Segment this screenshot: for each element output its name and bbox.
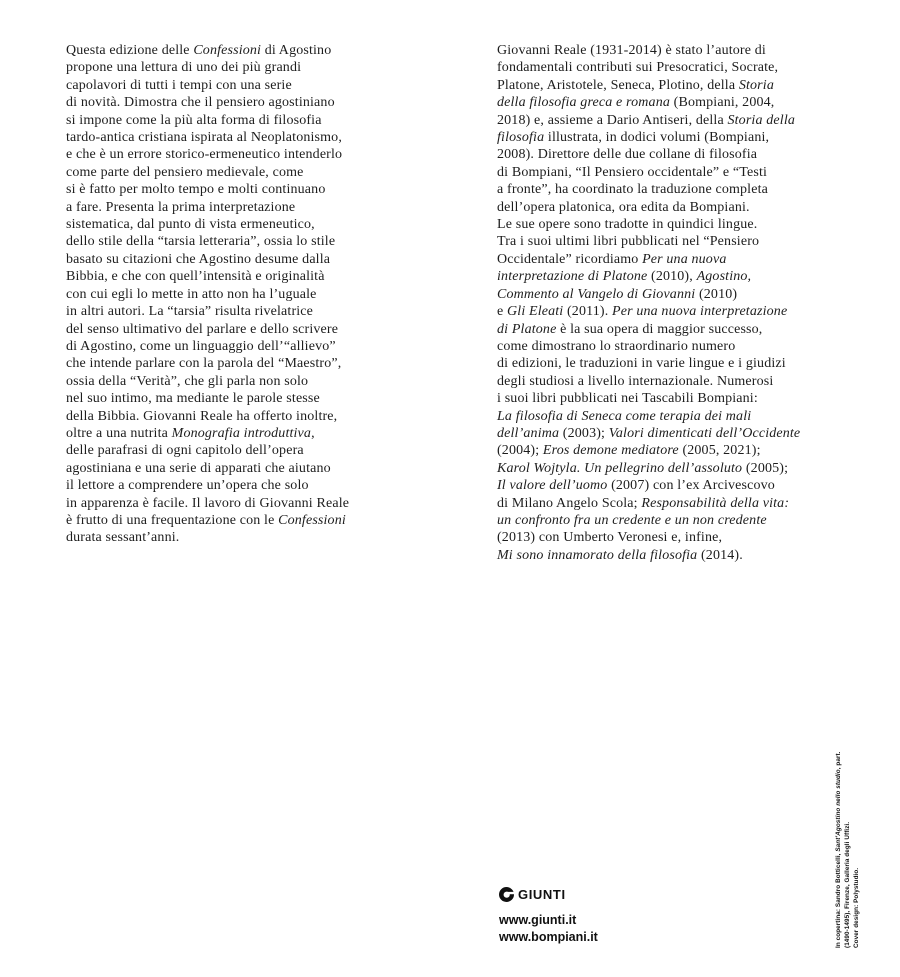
publisher-block	[499, 886, 598, 945]
text-line: come parte del pensiero medievale, come	[66, 164, 304, 180]
text-line: un confronto fra un credente e un non credente	[497, 512, 767, 528]
text-line: di Milano Angelo Scola; Responsabilità della vita:	[497, 495, 790, 511]
text-line: Platone, Aristotele, Seneca, Plotino, della Storia	[497, 77, 774, 93]
text-line: sistematica, dal punto di vista ermeneutico,	[66, 217, 315, 233]
text-line: ossia della “Verità”, che gli parla non solo	[66, 373, 309, 389]
text-line: Bibbia, e che con quell’intensità e originalità	[66, 269, 325, 285]
bompiani-website-url: www.bompiani.it	[499, 929, 598, 944]
text-line: basato su citazioni che Agostino desume dalla	[66, 251, 331, 267]
text-line: di novità. Dimostra che il pensiero agostiniano	[66, 95, 335, 111]
publisher-name: GIUNTI	[518, 887, 566, 902]
text-line: (2013) con Umberto Veronesi e, infine,	[497, 530, 723, 546]
text-line: nel suo intimo, ma mediante le parole stesse	[66, 391, 320, 407]
text-line: di edizioni, le traduzioni in varie lingue e i giudizi	[497, 356, 786, 372]
text-line: e Gli Eleati (2011). Per una nuova interpretazione	[497, 304, 788, 320]
text-line: Questa edizione delle Confessioni di Agostino	[66, 43, 332, 58]
text-line: degli studiosi a livello internazionale. Numerosi	[497, 373, 774, 389]
text-line: dello stile della “tarsia letteraria”, ossia lo stile	[66, 234, 336, 250]
giunti-logo	[499, 886, 598, 903]
text-line: tardo-antica cristiana ispirata al Neoplatonismo,	[66, 130, 342, 146]
text-line: agostiniana e una serie di apparati che aiutano	[66, 460, 331, 476]
text-line: a fare. Presenta la prima interpretazione	[66, 199, 296, 215]
text-line: Mi sono innamorato della filosofia (2014).	[497, 547, 743, 563]
text-line: fondamentali contributi sui Presocratici, Socrate,	[497, 60, 779, 76]
text-line: In copertina: Sandro Botticelli, Sant’Agostino nello studio, part.	[835, 751, 842, 948]
text-line: il lettore a comprendere un’opera che solo	[66, 478, 309, 494]
text-line: 2008). Direttore delle due collane di filosofia	[497, 147, 758, 163]
giunti-website-url: www.giunti.it	[499, 913, 577, 927]
text-line: Occidentale” ricordiamo Per una nuova	[497, 251, 727, 267]
text-line: in altri autori. La “tarsia” risulta rivelatrice	[66, 304, 314, 320]
text-line: del senso ultimativo del parlare e dello scrivere	[66, 321, 339, 337]
text-line: interpretazione di Platone (2010), Agostino,	[497, 269, 752, 285]
text-line: Karol Wojtyla. Un pellegrino dell’assoluto (2005);	[497, 460, 789, 476]
left-flap-text-column	[66, 42, 431, 547]
text-line: della Bibbia. Giovanni Reale ha offerto inoltre,	[66, 408, 338, 424]
text-line: con cui egli lo mette in atto non ha l’uguale	[66, 286, 317, 302]
text-line: Commento al Vangelo di Giovanni (2010)	[497, 286, 738, 302]
text-line: della filosofia greca e romana (Bompiani, 2004,	[497, 95, 775, 111]
text-line: durata sessant’anni.	[66, 530, 180, 546]
text-line: come dimostrano lo straordinario numero	[497, 338, 736, 354]
publisher-websites	[499, 912, 598, 945]
text-line: Il valore dell’uomo (2007) con l’ex Arcivescovo	[497, 478, 775, 494]
text-line: a fronte”, ha coordinato la traduzione completa	[497, 182, 768, 198]
text-line: Giovanni Reale (1931-2014) è stato l’autore di	[497, 43, 766, 58]
text-line: La filosofia di Seneca come terapia dei mali	[497, 408, 752, 424]
text-line: (1490-1495), Firenze, Galleria degli Uffizi.	[844, 821, 851, 948]
text-line: delle parafrasi di ogni capitolo dell’opera	[66, 443, 304, 459]
text-line: 2018) e, assieme a Dario Antiseri, della Storia della	[497, 112, 796, 128]
cover-credit-vertical-text	[834, 711, 861, 948]
text-line: si impone come la più alta forma di filosofia	[66, 112, 322, 128]
text-line: dell’anima (2003); Valori dimenticati dell’Occidente	[497, 425, 801, 441]
text-line: Cover design: Polystudio.	[853, 867, 860, 948]
text-line: i suoi libri pubblicati nei Tascabili Bompiani:	[497, 391, 758, 407]
text-line: filosofia illustrata, in dodici volumi (Bompiani,	[497, 130, 770, 146]
text-line: dell’opera platonica, ora edita da Bompiani.	[497, 199, 750, 215]
text-line: di Agostino, come un linguaggio dell’“allievo”	[66, 338, 336, 354]
text-line: che intende parlare con la parola del “Maestro”,	[66, 356, 342, 372]
text-line: propone una lettura di uno dei più grandi	[66, 60, 302, 76]
text-line: Tra i suoi ultimi libri pubblicati nel “Pensiero	[497, 234, 760, 250]
giunti-logo-icon	[499, 887, 514, 902]
right-flap-text-column	[497, 42, 872, 564]
text-line: (2004); Eros demone mediatore (2005, 2021);	[497, 443, 761, 459]
text-line: oltre a una nutrita Monografia introduttiva,	[66, 425, 315, 441]
text-line: capolavori di tutti i tempi con una serie	[66, 77, 292, 93]
text-line: di Bompiani, “Il Pensiero occidentale” e “Testi	[497, 164, 768, 180]
text-line: Le sue opere sono tradotte in quindici lingue.	[497, 217, 758, 233]
text-line: si è fatto per molto tempo e molti continuano	[66, 182, 326, 198]
text-line: in apparenza è facile. Il lavoro di Giovanni Reale	[66, 495, 350, 511]
text-line: è frutto di una frequentazione con le Confessioni	[66, 512, 346, 528]
text-line: di Platone è la sua opera di maggior successo,	[497, 321, 763, 337]
text-line: e che è un errore storico-ermeneutico intenderlo	[66, 147, 343, 163]
